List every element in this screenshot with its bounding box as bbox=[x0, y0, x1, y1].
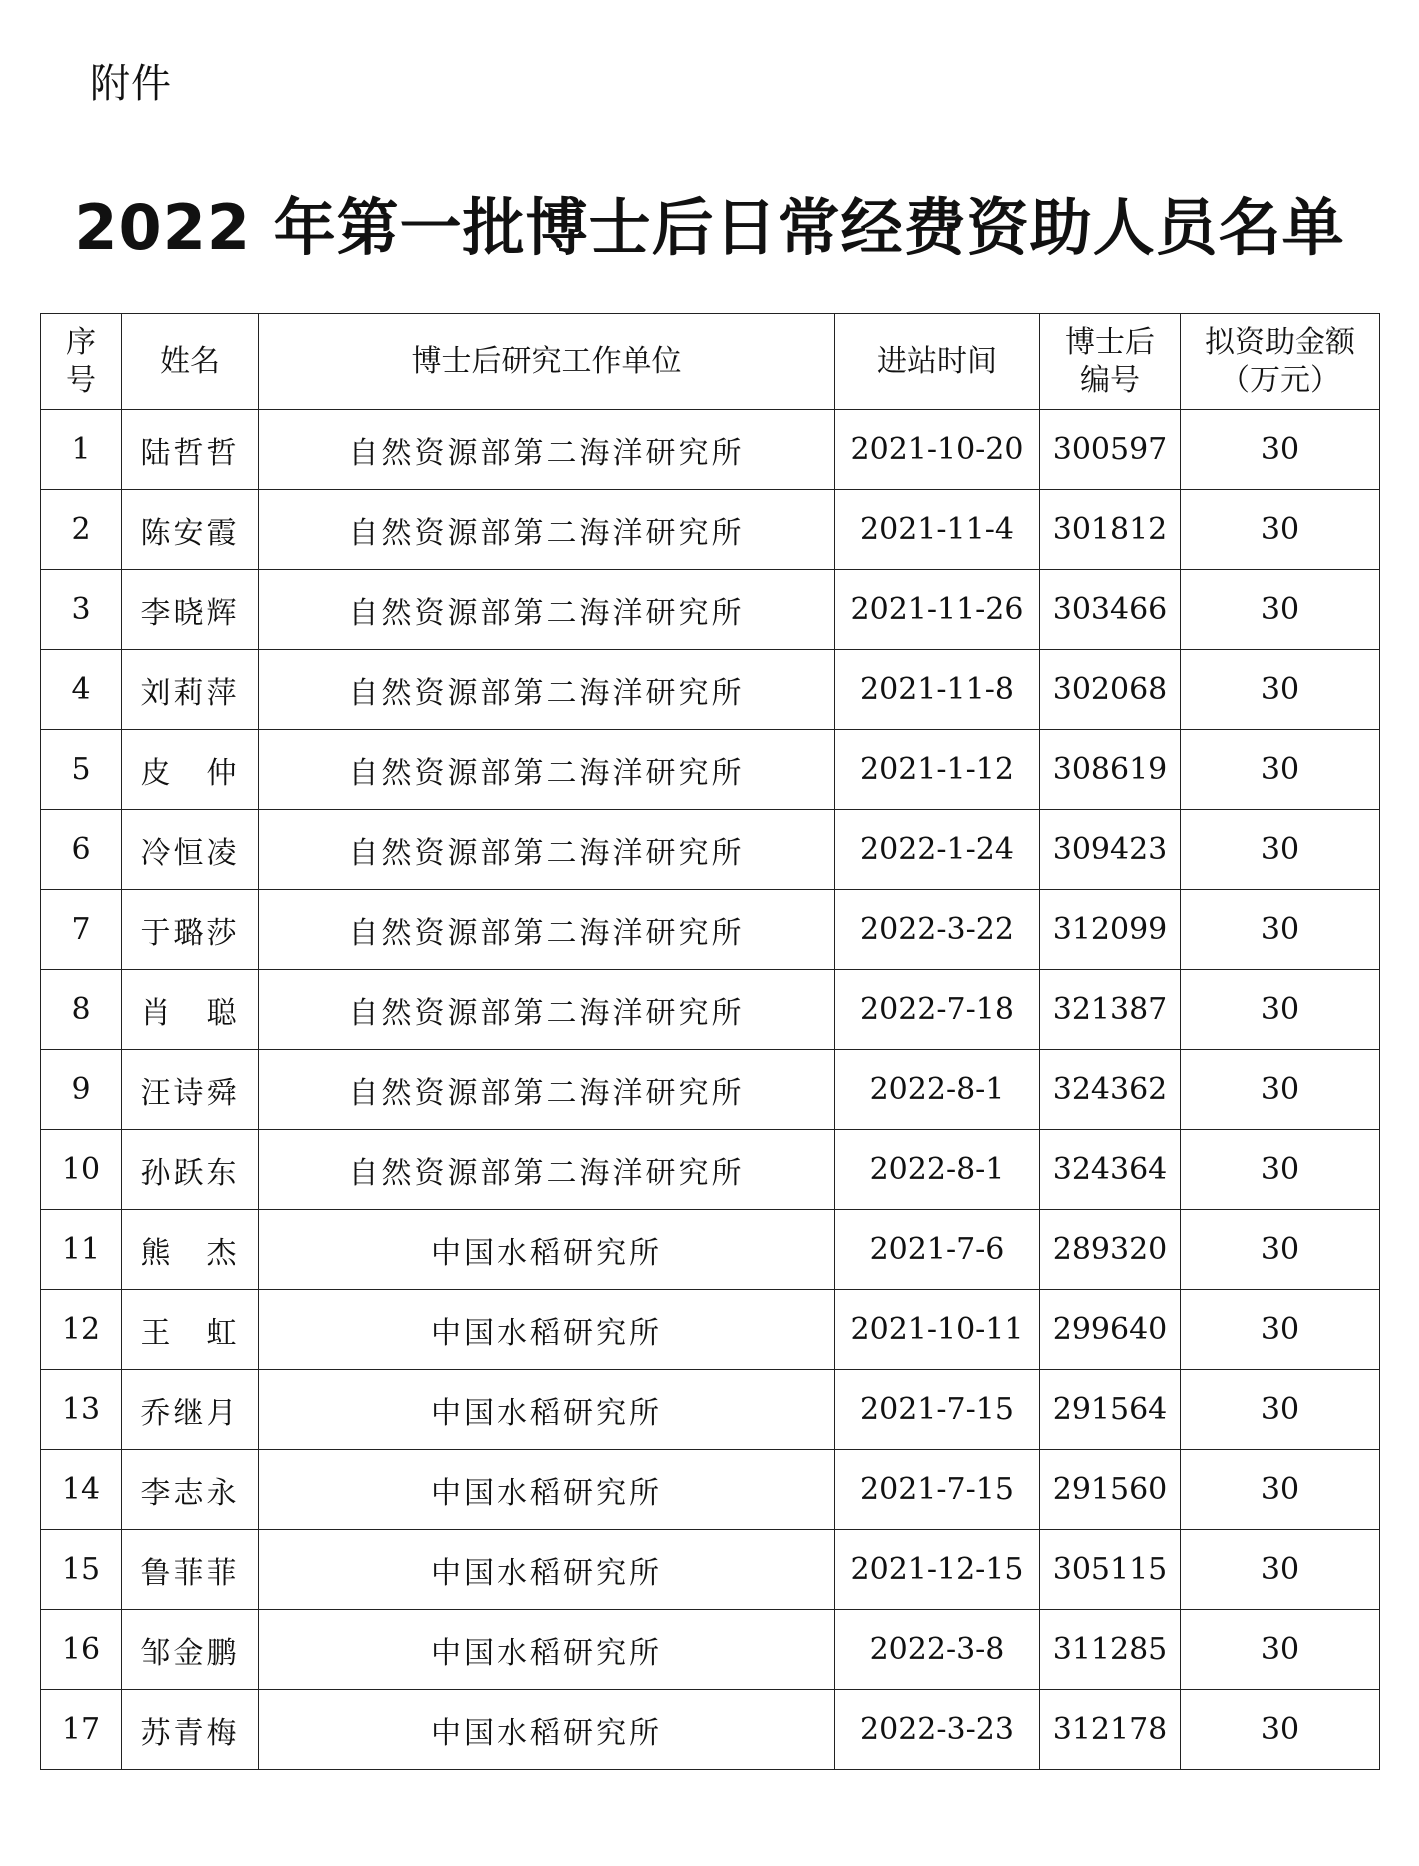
cell-amount: 30 bbox=[1181, 730, 1380, 810]
cell-name: 孙跃东 bbox=[122, 1130, 259, 1210]
header-amount: 拟资助金额（万元） bbox=[1181, 314, 1380, 410]
header-seq: 序号 bbox=[41, 314, 122, 410]
table-row bbox=[41, 1370, 1380, 1450]
table-body bbox=[41, 410, 1380, 1770]
cell-id: 305115 bbox=[1040, 1530, 1181, 1610]
cell-name: 李晓辉 bbox=[122, 570, 259, 650]
cell-date: 2022-8-1 bbox=[835, 1050, 1040, 1130]
cell-id: 299640 bbox=[1040, 1290, 1181, 1370]
cell-amount: 30 bbox=[1181, 970, 1380, 1050]
cell-unit: 自然资源部第二海洋研究所 bbox=[259, 730, 835, 810]
cell-seq: 12 bbox=[41, 1290, 122, 1370]
cell-amount: 30 bbox=[1181, 570, 1380, 650]
cell-date: 2021-11-26 bbox=[835, 570, 1040, 650]
cell-name: 肖 聪 bbox=[122, 970, 259, 1050]
cell-name: 乔继月 bbox=[122, 1370, 259, 1450]
cell-unit: 自然资源部第二海洋研究所 bbox=[259, 570, 835, 650]
table-row bbox=[41, 970, 1380, 1050]
cell-date: 2021-11-8 bbox=[835, 650, 1040, 730]
cell-date: 2022-3-22 bbox=[835, 890, 1040, 970]
table-row bbox=[41, 490, 1380, 570]
cell-id: 291560 bbox=[1040, 1450, 1181, 1530]
cell-seq: 3 bbox=[41, 570, 122, 650]
cell-unit: 中国水稻研究所 bbox=[259, 1370, 835, 1450]
cell-name: 于璐莎 bbox=[122, 890, 259, 970]
cell-date: 2022-7-18 bbox=[835, 970, 1040, 1050]
cell-seq: 13 bbox=[41, 1370, 122, 1450]
cell-name: 李志永 bbox=[122, 1450, 259, 1530]
table-row bbox=[41, 650, 1380, 730]
table-row bbox=[41, 890, 1380, 970]
cell-seq: 8 bbox=[41, 970, 122, 1050]
cell-amount: 30 bbox=[1181, 810, 1380, 890]
cell-date: 2022-3-8 bbox=[835, 1610, 1040, 1690]
header-date: 进站时间 bbox=[835, 314, 1040, 410]
cell-amount: 30 bbox=[1181, 1690, 1380, 1770]
cell-unit: 中国水稻研究所 bbox=[259, 1450, 835, 1530]
cell-seq: 6 bbox=[41, 810, 122, 890]
table-row bbox=[41, 1130, 1380, 1210]
cell-unit: 中国水稻研究所 bbox=[259, 1210, 835, 1290]
table-row bbox=[41, 1210, 1380, 1290]
page-title: 2022 年第一批博士后日常经费资助人员名单 bbox=[74, 191, 1345, 264]
cell-name: 苏青梅 bbox=[122, 1690, 259, 1770]
cell-unit: 自然资源部第二海洋研究所 bbox=[259, 1050, 835, 1130]
cell-id: 301812 bbox=[1040, 490, 1181, 570]
cell-id: 312099 bbox=[1040, 890, 1181, 970]
cell-amount: 30 bbox=[1181, 890, 1380, 970]
cell-seq: 16 bbox=[41, 1610, 122, 1690]
cell-id: 321387 bbox=[1040, 970, 1181, 1050]
cell-date: 2022-8-1 bbox=[835, 1130, 1040, 1210]
cell-unit: 中国水稻研究所 bbox=[259, 1530, 835, 1610]
cell-date: 2021-7-15 bbox=[835, 1370, 1040, 1450]
cell-seq: 4 bbox=[41, 650, 122, 730]
cell-id: 312178 bbox=[1040, 1690, 1181, 1770]
cell-seq: 11 bbox=[41, 1210, 122, 1290]
cell-date: 2021-7-6 bbox=[835, 1210, 1040, 1290]
cell-unit: 自然资源部第二海洋研究所 bbox=[259, 1130, 835, 1210]
cell-seq: 14 bbox=[41, 1450, 122, 1530]
cell-date: 2021-10-11 bbox=[835, 1290, 1040, 1370]
cell-id: 303466 bbox=[1040, 570, 1181, 650]
cell-date: 2021-11-4 bbox=[835, 490, 1040, 570]
cell-amount: 30 bbox=[1181, 410, 1380, 490]
cell-name: 冷恒凌 bbox=[122, 810, 259, 890]
cell-amount: 30 bbox=[1181, 650, 1380, 730]
cell-date: 2022-3-23 bbox=[835, 1690, 1040, 1770]
cell-amount: 30 bbox=[1181, 1210, 1380, 1290]
header-name: 姓名 bbox=[122, 314, 259, 410]
cell-amount: 30 bbox=[1181, 490, 1380, 570]
table-row bbox=[41, 1690, 1380, 1770]
cell-seq: 15 bbox=[41, 1530, 122, 1610]
cell-amount: 30 bbox=[1181, 1610, 1380, 1690]
cell-unit: 中国水稻研究所 bbox=[259, 1610, 835, 1690]
cell-name: 陆哲哲 bbox=[122, 410, 259, 490]
cell-amount: 30 bbox=[1181, 1370, 1380, 1450]
cell-amount: 30 bbox=[1181, 1450, 1380, 1530]
cell-unit: 自然资源部第二海洋研究所 bbox=[259, 650, 835, 730]
cell-date: 2021-12-15 bbox=[835, 1530, 1040, 1610]
table-row bbox=[41, 410, 1380, 490]
cell-amount: 30 bbox=[1181, 1530, 1380, 1610]
cell-name: 熊 杰 bbox=[122, 1210, 259, 1290]
cell-id: 324362 bbox=[1040, 1050, 1181, 1130]
cell-name: 刘莉萍 bbox=[122, 650, 259, 730]
table-row bbox=[41, 1050, 1380, 1130]
attachment-label: 附件 bbox=[90, 61, 172, 107]
funding-roster-table bbox=[40, 313, 1380, 1770]
cell-unit: 自然资源部第二海洋研究所 bbox=[259, 410, 835, 490]
cell-id: 324364 bbox=[1040, 1130, 1181, 1210]
cell-date: 2021-1-12 bbox=[835, 730, 1040, 810]
table-row bbox=[41, 810, 1380, 890]
cell-seq: 5 bbox=[41, 730, 122, 810]
cell-id: 302068 bbox=[1040, 650, 1181, 730]
cell-unit: 自然资源部第二海洋研究所 bbox=[259, 970, 835, 1050]
cell-seq: 9 bbox=[41, 1050, 122, 1130]
cell-unit: 自然资源部第二海洋研究所 bbox=[259, 810, 835, 890]
cell-seq: 1 bbox=[41, 410, 122, 490]
cell-amount: 30 bbox=[1181, 1130, 1380, 1210]
cell-date: 2021-7-15 bbox=[835, 1450, 1040, 1530]
header-id: 博士后编号 bbox=[1040, 314, 1181, 410]
cell-date: 2022-1-24 bbox=[835, 810, 1040, 890]
cell-id: 308619 bbox=[1040, 730, 1181, 810]
table-header-row bbox=[41, 314, 1380, 410]
cell-unit: 自然资源部第二海洋研究所 bbox=[259, 890, 835, 970]
cell-seq: 2 bbox=[41, 490, 122, 570]
cell-id: 300597 bbox=[1040, 410, 1181, 490]
cell-id: 291564 bbox=[1040, 1370, 1181, 1450]
cell-amount: 30 bbox=[1181, 1290, 1380, 1370]
table-row bbox=[41, 1530, 1380, 1610]
cell-name: 王 虹 bbox=[122, 1290, 259, 1370]
cell-name: 皮 仲 bbox=[122, 730, 259, 810]
cell-amount: 30 bbox=[1181, 1050, 1380, 1130]
cell-id: 289320 bbox=[1040, 1210, 1181, 1290]
table-row bbox=[41, 1450, 1380, 1530]
cell-name: 鲁菲菲 bbox=[122, 1530, 259, 1610]
cell-unit: 自然资源部第二海洋研究所 bbox=[259, 490, 835, 570]
table-row bbox=[41, 1290, 1380, 1370]
cell-name: 邹金鹏 bbox=[122, 1610, 259, 1690]
cell-seq: 7 bbox=[41, 890, 122, 970]
cell-seq: 10 bbox=[41, 1130, 122, 1210]
table-row bbox=[41, 570, 1380, 650]
cell-unit: 中国水稻研究所 bbox=[259, 1690, 835, 1770]
cell-name: 陈安霞 bbox=[122, 490, 259, 570]
table-row bbox=[41, 1610, 1380, 1690]
cell-unit: 中国水稻研究所 bbox=[259, 1290, 835, 1370]
header-unit: 博士后研究工作单位 bbox=[259, 314, 835, 410]
cell-seq: 17 bbox=[41, 1690, 122, 1770]
cell-id: 309423 bbox=[1040, 810, 1181, 890]
cell-id: 311285 bbox=[1040, 1610, 1181, 1690]
table-row bbox=[41, 730, 1380, 810]
cell-date: 2021-10-20 bbox=[835, 410, 1040, 490]
cell-name: 汪诗舜 bbox=[122, 1050, 259, 1130]
